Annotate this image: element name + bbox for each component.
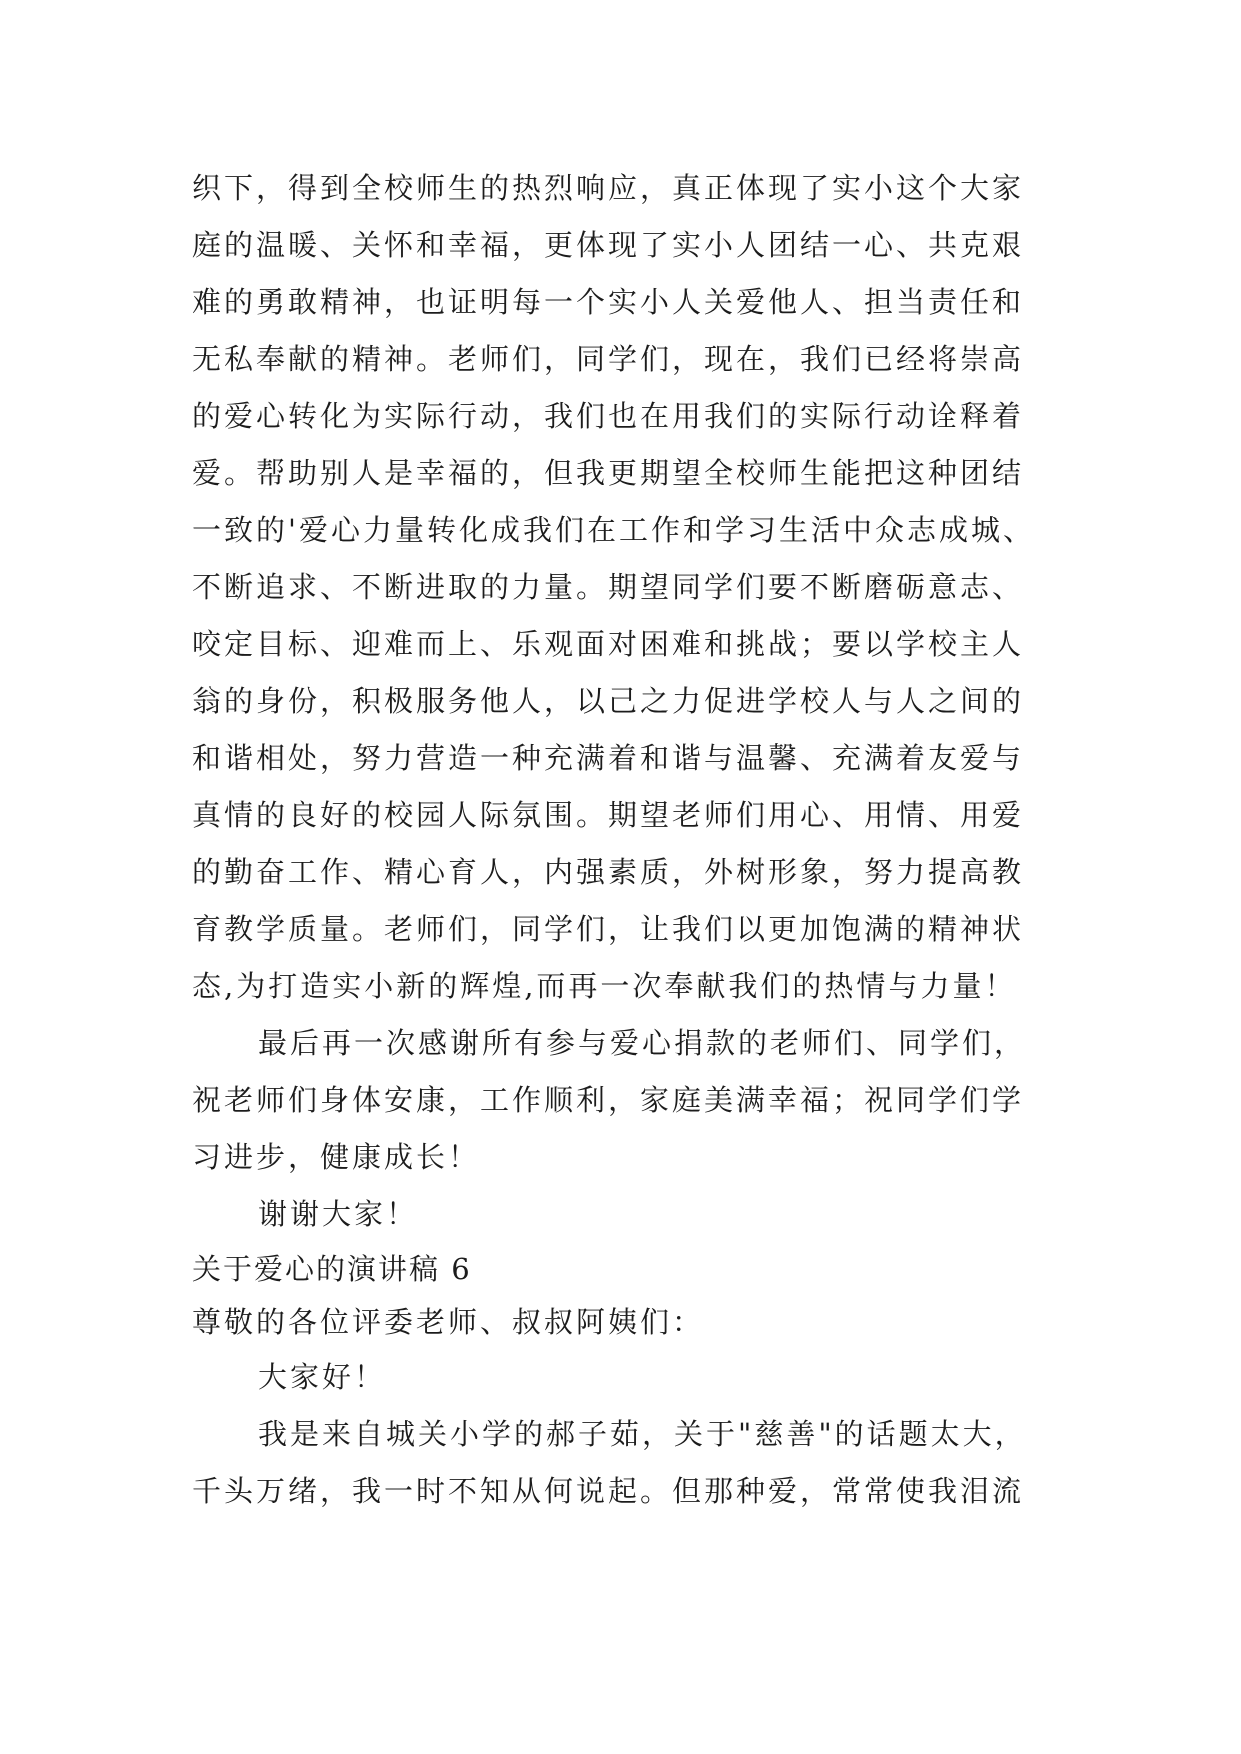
paragraph-line: 态,为打造实小新的辉煌,而再一次奉献我们的热情与力量！	[192, 969, 1017, 1003]
paragraph-line: 的勤奋工作、精心育人，内强素质，外树形象，努力提高教	[192, 855, 1025, 889]
document-body	[192, 160, 1072, 1520]
paragraph-line: 真情的良好的校园人际氛围。期望老师们用心、用情、用爱	[192, 798, 1025, 832]
paragraph-line: 我是来自城关小学的郝子茹，关于"慈善"的话题太大，	[258, 1417, 1027, 1451]
paragraph-line: 翁的身份，积极服务他人，以己之力促进学校人与人之间的	[192, 684, 1025, 718]
paragraph-line: 爱。帮助别人是幸福的，但我更期望全校师生能把这种团结	[192, 456, 1025, 490]
section-heading: 关于爱心的演讲稿 6	[192, 1252, 472, 1286]
paragraph-line: 无私奉献的精神。老师们，同学们，现在，我们已经将崇高	[192, 342, 1025, 376]
paragraph-line: 最后再一次感谢所有参与爱心捐款的老师们、同学们，	[258, 1026, 1027, 1060]
paragraph-line: 祝老师们身体安康，工作顺利，家庭美满幸福；祝同学们学	[192, 1083, 1025, 1117]
paragraph-line: 一致的'爱心力量转化成我们在工作和学习生活中众志成城、	[192, 513, 1035, 547]
paragraph-line: 咬定目标、迎难而上、乐观面对困难和挑战；要以学校主人	[192, 627, 1025, 661]
paragraph-line: 的爱心转化为实际行动，我们也在用我们的实际行动诠释着	[192, 399, 1025, 433]
paragraph-line: 不断追求、不断进取的力量。期望同学们要不断磨砺意志、	[192, 570, 1025, 604]
paragraph-line: 和谐相处，努力营造一种充满着和谐与温馨、充满着友爱与	[192, 741, 1025, 775]
salutation: 尊敬的各位评委老师、叔叔阿姨们：	[192, 1305, 705, 1339]
paragraph-line: 难的勇敢精神，也证明每一个实小人关爱他人、担当责任和	[192, 285, 1025, 319]
paragraph-line: 习进步，健康成长！	[192, 1140, 481, 1174]
paragraph-line: 织下，得到全校师生的热烈响应，真正体现了实小这个大家	[192, 171, 1025, 205]
paragraph-line: 千头万绪，我一时不知从何说起。但那种爱，常常使我泪流	[192, 1474, 1025, 1508]
paragraph-line: 育教学质量。老师们，同学们，让我们以更加饱满的精神状	[192, 912, 1025, 946]
closing-thanks: 谢谢大家！	[258, 1197, 419, 1231]
paragraph-line: 庭的温暖、关怀和幸福，更体现了实小人团结一心、共克艰	[192, 228, 1025, 262]
greeting: 大家好！	[258, 1360, 387, 1394]
